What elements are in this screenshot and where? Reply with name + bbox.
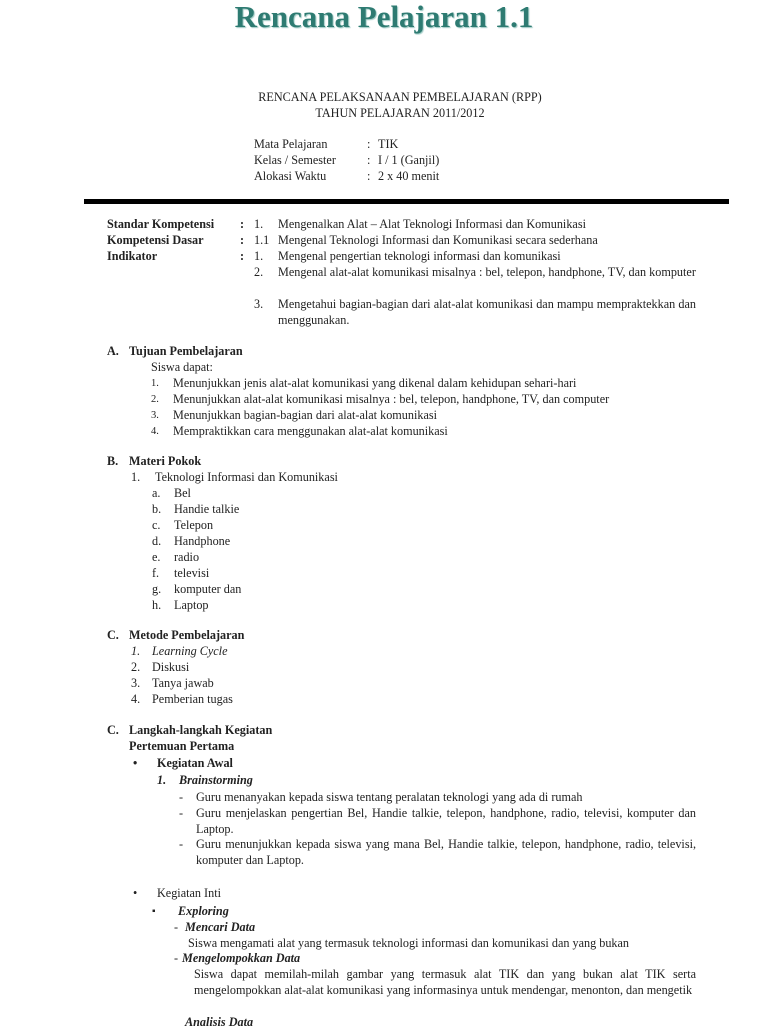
dash: - — [179, 790, 184, 804]
sub-item: Handphone — [174, 534, 231, 548]
sub-item: Laptop — [174, 598, 209, 612]
doc-heading-1: RENCANA PELAKSANAAN PEMBELAJARAN (RPP) — [258, 90, 542, 104]
sub-letter: d. — [152, 534, 162, 548]
kd-num: 1.1 — [254, 233, 270, 247]
list-item: Guru menanyakan kepada siswa tentang peralatan teknologi yang ada di rumah — [196, 790, 583, 804]
sk-label: Standar Kompetensi — [107, 217, 215, 231]
list-num: 1. — [131, 470, 141, 484]
meta-value-subject: TIK — [378, 137, 399, 151]
section-letter: B. — [107, 454, 119, 468]
sub-letter: b. — [152, 502, 162, 516]
subsection-heading: Mencari Data — [185, 920, 256, 934]
meta-sep: : — [367, 153, 371, 167]
bullet-icon: • — [133, 886, 138, 900]
list-item: Menunjukkan alat-alat komunikasi misalnya : bel, telepon, handphone, TV, dan computer — [173, 392, 610, 406]
meta-label-subject: Mata Pelajaran — [254, 137, 328, 151]
list-item: Mempraktikkan cara menggunakan alat-alat komunikasi — [173, 424, 448, 438]
list-item: Guru menunjukkan kepada siswa yang mana Bel, Handie talkie, telepon, handphone, radio, televisi, komputer dan Laptop. — [196, 837, 696, 867]
meta-sep: : — [367, 169, 371, 183]
meta-label-time: Alokasi Waktu — [254, 169, 327, 183]
list-item: Menunjukkan jenis alat-alat komunikasi yang dikenal dalam kehidupan sehari-hari — [173, 376, 577, 390]
square-bullet-icon: ▪ — [152, 906, 156, 917]
indicator-text: Mengetahui bagian-bagian dari alat-alat komunikasi dan mampu mempraktekkan dan menggunakan. — [278, 297, 696, 327]
kd-text: Mengenal Teknologi Informasi dan Komunikasi secara sederhana — [278, 233, 598, 247]
section-intro: Siswa dapat: — [151, 360, 213, 374]
list-num: 2. — [131, 660, 141, 674]
sub-item: Handie talkie — [174, 502, 240, 516]
divider-rule — [84, 199, 729, 204]
dash: - — [179, 837, 184, 851]
indicator-label: Indikator — [107, 249, 158, 263]
sub-item: Telepon — [174, 518, 214, 532]
list-item: Menunjukkan bagian-bagian dari alat-alat komunikasi — [173, 408, 437, 422]
list-num: 4. — [131, 692, 141, 706]
doc-heading-2: TAHUN PELAJARAN 2011/2012 — [315, 106, 485, 120]
section-letter: C. — [107, 628, 119, 642]
indicator-text: Mengenal pengertian teknologi informasi dan komunikasi — [278, 249, 561, 263]
list-num: 2. — [151, 394, 159, 405]
indicator-num: 2. — [254, 265, 264, 279]
list-num: 3. — [131, 676, 141, 690]
sub-item: televisi — [174, 566, 210, 580]
colon: : — [240, 249, 245, 263]
meta-label-class: Kelas / Semester — [254, 153, 336, 167]
paragraph: Siswa mengamati alat yang termasuk teknologi informasi dan komunikasi dan yang bukan — [188, 936, 630, 950]
indicator-text: Mengenal alat-alat komunikasi misalnya : bel, telepon, handphone, TV, dan komputer — [278, 265, 696, 279]
section-subtitle: Pertemuan Pertama — [129, 739, 235, 753]
subsection-heading: Analisis Data — [185, 1015, 254, 1029]
sub-item: radio — [174, 550, 200, 564]
section-letter: C. — [107, 723, 119, 737]
dash: - — [179, 806, 184, 820]
colon: : — [240, 217, 245, 231]
sub-letter: g. — [152, 582, 162, 596]
sub-letter: a. — [152, 486, 161, 500]
list-item: Guru menjelaskan pengertian Bel, Handie talkie, telepon, handphone, radio, televisi, komputer dan Laptop. — [196, 806, 696, 836]
list-item: Tanya jawab — [152, 676, 214, 690]
list-num: 4. — [151, 426, 159, 437]
section-letter: A. — [107, 344, 119, 358]
meta-value-class: I / 1 (Ganjil) — [378, 153, 440, 167]
sk-num: 1. — [254, 217, 264, 231]
list-num: 1. — [157, 773, 167, 787]
subsection-title: Kegiatan Awal — [157, 756, 233, 770]
list-item: Pemberian tugas — [152, 692, 233, 706]
subsection-heading: Mengelompokkan Data — [182, 951, 301, 965]
paragraph: Siswa dapat memilah-milah gambar yang termasuk alat TIK dan yang bukan alat TIK serta mengelompokkan alat-alat komunikasi yang informasinya untuk mendengar, menonton, dan mengetik — [194, 967, 696, 997]
section-title: Langkah-langkah Kegiatan — [129, 723, 273, 737]
dash: - — [174, 951, 179, 965]
list-item: Diskusi — [152, 660, 190, 674]
list-item: Learning Cycle — [152, 644, 228, 658]
meta-value-time: 2 x 40 menit — [378, 169, 440, 183]
meta-sep: : — [367, 137, 371, 151]
colon: : — [240, 233, 245, 247]
sub-item: komputer dan — [174, 582, 242, 596]
sub-letter: e. — [152, 550, 161, 564]
bullet-icon: • — [133, 756, 138, 770]
sub-letter: h. — [152, 598, 162, 612]
sub-letter: f. — [152, 566, 160, 580]
section-title: Tujuan Pembelajaran — [129, 344, 243, 358]
sub-letter: c. — [152, 518, 161, 532]
section-title: Materi Pokok — [129, 454, 202, 468]
list-num: 1. — [131, 644, 141, 658]
section-title: Metode Pembelajaran — [129, 628, 245, 642]
indicator-num: 3. — [254, 297, 264, 311]
subsection-title: Kegiatan Inti — [157, 886, 221, 900]
indicator-num: 1. — [254, 249, 264, 263]
page-title: Rencana Pelajaran 1.1 — [234, 0, 534, 34]
subsection-heading: Exploring — [178, 904, 229, 918]
list-item: Teknologi Informasi dan Komunikasi — [155, 470, 338, 484]
list-num: 1. — [151, 378, 159, 389]
subsection-heading: Brainstorming — [179, 773, 253, 787]
dash: - — [174, 920, 179, 934]
list-num: 3. — [151, 410, 159, 421]
sk-text: Mengenalkan Alat – Alat Teknologi Informasi dan Komunikasi — [278, 217, 586, 231]
sub-item: Bel — [174, 486, 191, 500]
kd-label: Kompetensi Dasar — [107, 233, 204, 247]
